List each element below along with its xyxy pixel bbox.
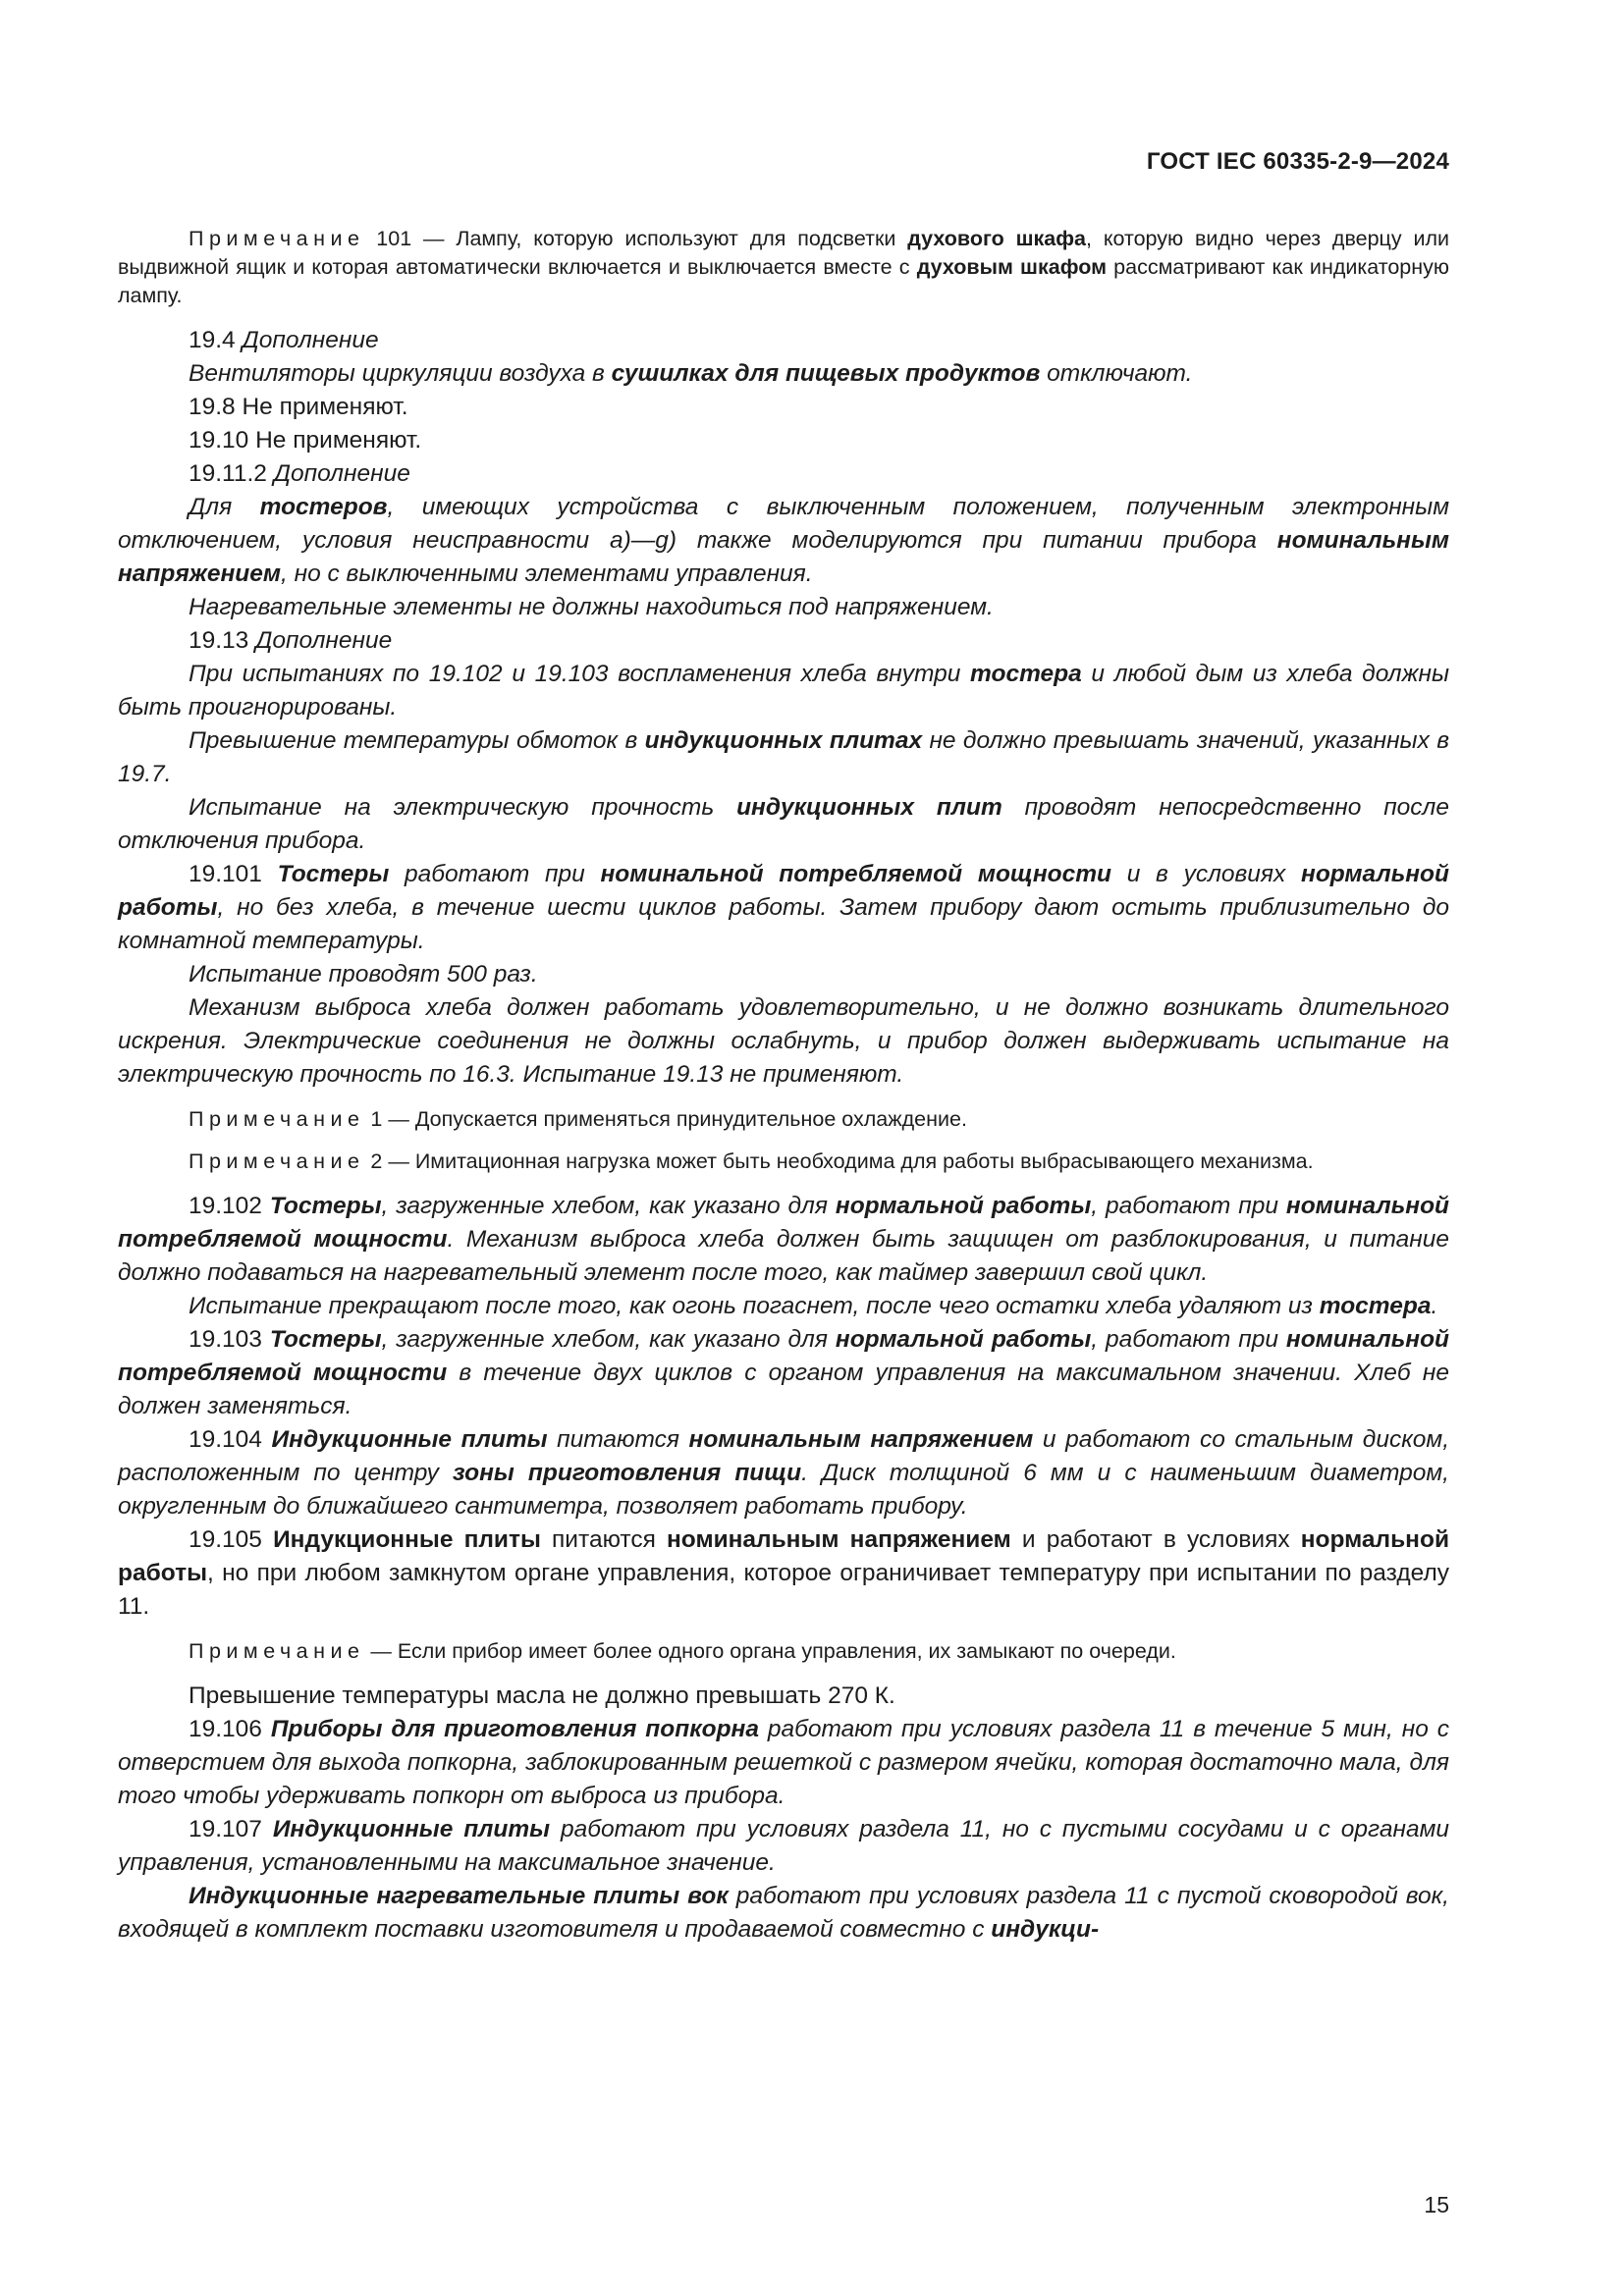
text-run: 19.102 — [189, 1193, 270, 1219]
text-run: рассматривают как индикаторную лампу. — [118, 255, 1450, 307]
body-paragraph — [118, 658, 1449, 724]
text-run: , работают при — [1091, 1193, 1286, 1219]
text-run: номинальной потребляемой мощности — [600, 861, 1111, 887]
text-run: Превышение температуры масла не должно превышать 270 К. — [189, 1682, 895, 1709]
text-run: нормальной работы — [835, 1193, 1092, 1219]
text-run: 19.107 — [189, 1816, 273, 1842]
text-run: в течение двух циклов с органом управления на максимальном значении. Хлеб не должен заменяться. — [118, 1360, 1450, 1419]
body-paragraph — [118, 1713, 1449, 1813]
text-run: 19.10 Не применяют. — [189, 427, 422, 454]
text-run: Индукционные плиты — [271, 1426, 548, 1453]
text-run: работают при условиях раздела 11 в течение 5 мин, но с отверстием для выхода попкорна, заблокированным решеткой с размером ячейки, которая достаточно мала, для того чтобы удерживать попкорн от выброса из прибора. — [118, 1716, 1449, 1809]
text-run: духового шкафа — [907, 227, 1087, 250]
text-run: номинальной потребляемой мощности — [118, 1193, 1449, 1253]
text-run: и любой дым из хлеба должны быть проигнорированы. — [118, 661, 1449, 721]
paragraph-spacer — [118, 1176, 1449, 1190]
text-run: , но без хлеба, в течение шести циклов работы. Затем прибору дают остыть приблизительно до комнатной температуры. — [118, 894, 1449, 954]
body-paragraph — [118, 1423, 1449, 1523]
text-run: Механизм выброса хлеба должен работать удовлетворительно, и не должно возникать длительного искрения. Электрические соединения не должны ослабнуть, и прибор должен выдерживать испытание на электрическую прочность по 16.3. Испытание 19.13 не применяют. — [118, 994, 1449, 1088]
text-run: Примечание — [189, 1107, 365, 1131]
text-run: Примечание — [189, 1639, 365, 1663]
text-run: и работают в условиях — [1010, 1526, 1301, 1553]
text-run: . — [1431, 1293, 1438, 1319]
paragraph-spacer — [118, 1624, 1449, 1637]
text-run: духовым шкафом — [916, 255, 1107, 279]
text-run: номинальным напряжением — [688, 1426, 1034, 1453]
text-run: индукционных плитах — [644, 727, 923, 754]
text-run: номинальной потребляемой мощности — [118, 1326, 1449, 1386]
body-paragraph — [118, 624, 1449, 658]
text-run: 19.8 Не применяют. — [189, 394, 408, 420]
text-run: не должно превышать значений, указанных в 19.7. — [118, 727, 1449, 787]
body-paragraph — [118, 491, 1449, 591]
text-run: работают при условиях раздела 11, но с пустыми сосудами и с органами управления, установленными на максимальное значение. — [118, 1816, 1450, 1876]
paragraph-spacer — [118, 1092, 1449, 1105]
body-paragraph — [118, 791, 1449, 858]
text-run: 19.101 — [189, 861, 278, 887]
text-run: Тостеры — [269, 1326, 382, 1353]
text-run: Примечание — [189, 227, 365, 250]
text-run: Вентиляторы циркуляции воздуха в — [189, 360, 612, 387]
body-paragraph — [118, 324, 1449, 357]
text-run: 19.104 — [189, 1426, 272, 1453]
text-run: Дополнение — [273, 460, 410, 487]
body-paragraph — [118, 1523, 1449, 1624]
text-run: , которую видно через дверцу или выдвижной ящик и которая автоматически включается и выключается вместе с — [118, 227, 1450, 279]
text-run: сушилках для пищевых продуктов — [611, 360, 1041, 387]
text-run: 2 — Имитационная нагрузка может быть необходима для работы выбрасывающего механизма. — [364, 1149, 1314, 1173]
text-run: При испытаниях по 19.102 и 19.103 воспламенения хлеба внутри — [189, 661, 971, 687]
text-run: Превышение температуры обмоток в — [189, 727, 645, 754]
text-run: , работают при — [1091, 1326, 1286, 1353]
text-run: и работают со стальным диском, расположенным по центру — [118, 1426, 1450, 1486]
body-paragraph — [118, 424, 1449, 457]
text-run: Индукционные нагревательные плиты вок — [189, 1883, 729, 1909]
text-run: , но при любом замкнутом органе управления, которое ограничивает температуру при испытании по разделу 11. — [118, 1560, 1449, 1620]
text-run: . Диск толщиной 6 мм и с наименьшим диаметром, округленным до ближайшего сантиметра, позволяет работать прибору. — [118, 1460, 1449, 1520]
text-run: , но с выключенными элементами управления. — [280, 561, 813, 587]
text-run: номинальным напряжением — [667, 1526, 1011, 1553]
text-run: тостеров — [259, 494, 388, 520]
text-run: , загруженные хлебом, как указано для — [381, 1193, 836, 1219]
text-run: работают при условиях раздела 11 с пустой сковородой вок, входящей в комплект поставки изготовителя и продаваемой совместно с — [118, 1883, 1449, 1943]
paragraph-spacer — [118, 310, 1449, 324]
standard-code-header: ГОСТ IEC 60335-2-9—2024 — [1146, 148, 1449, 175]
text-run: 19.11.2 — [189, 460, 274, 487]
text-run: зоны приготовления пищи — [452, 1460, 802, 1486]
note-paragraph — [118, 1637, 1449, 1666]
text-run: и в условиях — [1110, 861, 1302, 887]
text-run: Нагревательные элементы не должны находиться под напряжением. — [189, 594, 994, 620]
text-run: Индукционные плиты — [272, 1816, 551, 1842]
body-paragraph — [118, 1290, 1449, 1323]
text-run: работают при — [389, 861, 601, 887]
paragraph-spacer — [118, 1666, 1449, 1680]
text-run: Дополнение — [255, 627, 393, 654]
body-paragraph — [118, 457, 1449, 491]
text-run: тостера — [970, 661, 1082, 687]
text-run: питаются — [547, 1426, 689, 1453]
text-run: — Если прибор имеет более одного органа управления, их замыкают по очереди. — [364, 1639, 1176, 1663]
body-paragraph — [118, 1190, 1449, 1290]
document-page — [118, 0, 1449, 2296]
text-run: Испытание проводят 500 раз. — [189, 961, 538, 988]
body-paragraph — [118, 724, 1449, 791]
text-run: 19.13 — [189, 627, 256, 654]
body-paragraph — [118, 357, 1449, 391]
text-run: 19.4 — [189, 327, 243, 353]
text-run: номинальным напряжением — [118, 527, 1449, 587]
text-run: . Механизм выброса хлеба должен быть защищен от разблокирования, и питание должно подаваться на нагревательный элемент после того, как таймер завершил свой цикл. — [118, 1226, 1450, 1286]
text-run: Примечание — [189, 1149, 365, 1173]
text-run: проводят непосредственно после отключения прибора. — [118, 794, 1450, 854]
text-run: Индукционные плиты — [273, 1526, 541, 1553]
text-run: Приборы для приготовления попкорна — [270, 1716, 759, 1742]
text-run: отключают. — [1040, 360, 1193, 387]
text-run: тостера — [1319, 1293, 1432, 1319]
text-run: нормальной работы — [118, 861, 1449, 921]
text-run: , загруженные хлебом, как указано для — [381, 1326, 836, 1353]
text-run: 19.105 — [189, 1526, 274, 1553]
body-paragraph — [118, 958, 1449, 991]
body-paragraph — [118, 1880, 1449, 1947]
note-paragraph — [118, 225, 1449, 310]
body-paragraph — [118, 1323, 1449, 1423]
body-paragraph — [118, 1813, 1449, 1880]
note-paragraph — [118, 1105, 1449, 1134]
text-run: Тостеры — [277, 861, 390, 887]
body-paragraph — [118, 391, 1449, 424]
text-run: 1 — Допускается применяться принудительное охлаждение. — [364, 1107, 967, 1131]
page-number: 15 — [1424, 2192, 1449, 2217]
note-paragraph — [118, 1148, 1449, 1176]
document-body — [118, 225, 1449, 1947]
text-run: индукци- — [991, 1916, 1100, 1943]
body-paragraph — [118, 1680, 1449, 1713]
text-run: Для — [189, 494, 260, 520]
text-run: Тостеры — [269, 1193, 382, 1219]
text-run: нормальной работы — [118, 1526, 1450, 1586]
text-run: Дополнение — [242, 327, 379, 353]
text-run: нормальной работы — [835, 1326, 1092, 1353]
text-run: индукционных плит — [736, 794, 1002, 821]
text-run: Испытание прекращают после того, как огонь погаснет, после чего остатки хлеба удаляют из — [189, 1293, 1320, 1319]
text-run: 101 — Лампу, которую используют для подсветки — [364, 227, 908, 250]
body-paragraph — [118, 858, 1449, 958]
text-run: 19.106 — [189, 1716, 271, 1742]
paragraph-spacer — [118, 1134, 1449, 1148]
body-paragraph — [118, 991, 1449, 1092]
text-run: 19.103 — [189, 1326, 270, 1353]
text-run: питаются — [540, 1526, 667, 1553]
text-run: Испытание на электрическую прочность — [189, 794, 737, 821]
body-paragraph — [118, 591, 1449, 624]
text-run: , имеющих устройства с выключенным положением, полученным электронным отключением, условия неисправности a)—g) также моделируются при питании прибора — [118, 494, 1449, 554]
